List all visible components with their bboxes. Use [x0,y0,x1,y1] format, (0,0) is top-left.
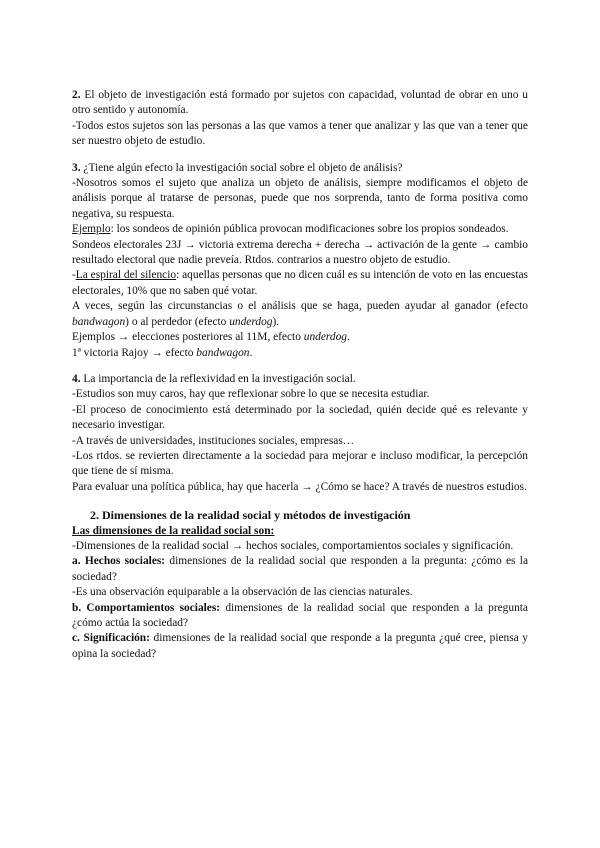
section-4-line: -A través de universidades, instituciones sociales, empresas… [72,434,355,447]
dimension-a [72,554,528,585]
dimension-label: c. Significación: [72,632,150,645]
underdog-term: underdog [303,331,347,344]
section-number: 3. [72,161,81,174]
section-3-question [72,161,528,176]
section-2-paragraph [72,88,528,119]
dimension-c [72,631,528,662]
subheading: Las dimensiones de la realidad social son: [72,524,275,537]
aveces-paragraph [72,299,528,330]
paragraph-text: El objeto de investigación está formado por sujetos con capacidad, voluntad de obrar en uno u otro sentido y autonomía. [72,89,528,117]
text-part: 1ª victoria Rajoy → efecto [72,346,197,359]
text-part: A veces, según las circunstancias o el análisis que se haga, pueden ayudar al ganador (efecto [72,300,528,313]
section-4-line: -El proceso de conocimiento está determinado por la sociedad, quién decide qué es relevante y necesario investigar. [72,403,528,432]
section-3-paragraph: -Nosotros somos el sujeto que analiza un objeto de análisis, siempre modificamos el objeto de análisis porque al tratarse de personas, puede que nos sorprenda, tanto de forma positiva como negativa, su respuesta. [72,177,528,220]
dimension-text: dimensiones de la realidad social que responden a la pregunta: ¿cómo es la sociedad? [72,555,528,583]
text-part: . [249,346,253,359]
section-4-line: -Los rtdos. se revierten directamente a la sociedad para mejorar e incluso modificar, la percepción que tiene de sí misma. [72,449,528,478]
section-4-title [72,372,528,387]
dash: - [72,269,76,282]
text-part: ). [272,315,280,328]
text-part: Ejemplos → elecciones posteriores al 11M, efecto [72,331,304,344]
dimension-b [72,601,528,632]
sondeos-paragraph: Sondeos electorales 23J → victoria extrema derecha + derecha → activación de la gente → cambio resultado electoral que nadie preveía. Rtdos. contrarios a nuestro objeto de estudio. [72,238,528,267]
underdog-term: underdog [229,315,273,328]
text-part: ) o al perdedor (efecto [125,315,230,328]
dimensions-intro: -Dimensiones de la realidad social → hechos sociales, comportamientos sociales y significación. [72,539,514,552]
victoria-line [72,346,528,361]
bandwagon-term: bandwagon [72,315,126,328]
section-2-note: -Todos estos sujetos son las personas a las que vamos a tener que analizar y las que van a tener que ser nuestro objeto de estudio. [72,119,528,148]
dimension-text: dimensiones de la realidad social que responde a la pregunta ¿qué cree, piensa y opina la sociedad? [72,632,528,660]
section-number: 2. [72,89,81,101]
ejemplo-label: Ejemplo [72,223,111,236]
ejemplo-paragraph [72,222,528,237]
dimension-label: b. Comportamientos sociales: [72,601,221,614]
ejemplo-text: : los sondeos de opinión pública provocan modificaciones sobre los propios sondeados. [110,223,509,236]
question-text: ¿Tiene algún efecto la investigación social sobre el objeto de análisis? [83,161,403,174]
bandwagon-term: bandwagon [196,346,250,359]
ejemplos-line [72,330,528,345]
espiral-paragraph [72,268,528,299]
title-text: La importancia de la reflexividad en la investigación social. [83,372,356,385]
dimension-text: dimensiones de la realidad social que responden a la pregunta ¿cómo actúa la sociedad? [72,601,528,629]
dimension-a-note: -Es una observación equiparable a la observación de las ciencias naturales. [72,586,413,599]
document-page [72,88,528,662]
dimension-label: a. Hechos sociales: [72,555,166,568]
section-heading: 2. Dimensiones de la realidad social y métodos de investigación [90,508,411,523]
espiral-label: La espiral del silencio [75,269,177,282]
section-4-line: Para evaluar una política pública, hay que hacerla → ¿Cómo se hace? A través de nuestros estudios. [72,480,527,493]
section-number: 4. [72,372,81,385]
section-4-line: -Estudios son muy caros, hay que reflexionar sobre lo que se necesita estudiar. [72,388,430,401]
text-part: . [347,331,350,344]
espiral-text: : aquellas personas que no dicen cuál es su intención de voto en las encuestas electorales, 10% que no saben qué votar. [72,269,528,297]
